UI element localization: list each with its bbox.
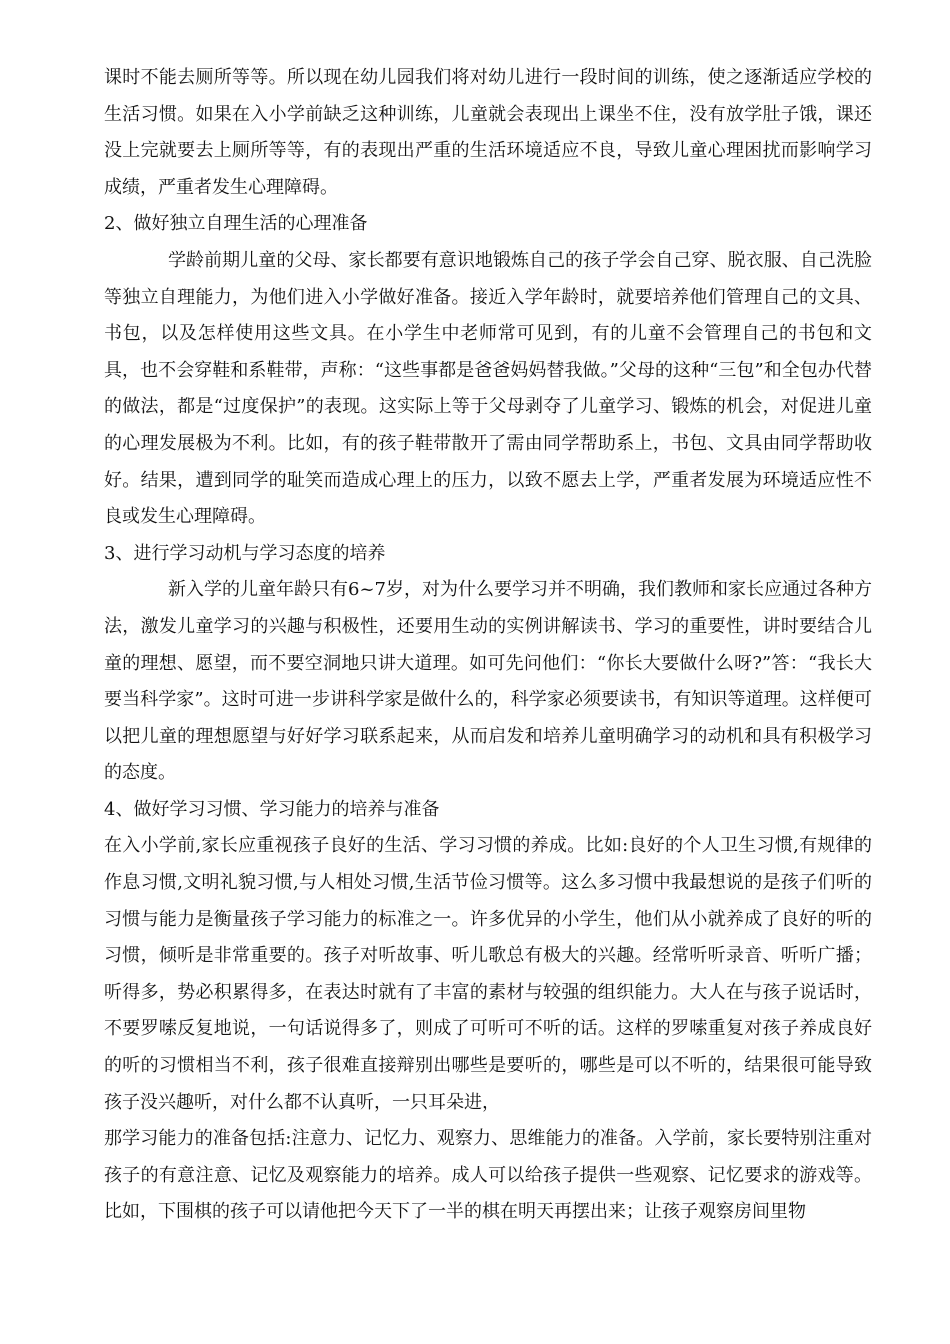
paragraph-learning-abilities: 那学习能力的准备包括:注意力、记忆力、观察力、思维能力的准备。入学前，家长要特别注重对孩子的有意注意、记忆及观察能力的培养。成人可以给孩子提供一些观察、记忆要求的游戏等。比如，下围棋的孩子可以请他把今天下了一半的棋在明天再摆出来；让孩子观察房间里物 xyxy=(104,1128,872,1223)
paragraph-independent-living: 学龄前期儿童的父母、家长都要有意识地锻炼自己的孩子学会自己穿、脱衣服、自己洗脸等独立自理能力，为他们进入小学做好准备。接近入学年龄时，就要培养他们管理自己的文具、书包，以及怎样使用这些文具。在小学生中老师常可见到，有的儿童不会管理自己的书包和文具，也不会穿鞋和系鞋带，声称：“这些事都是爸爸妈妈替我做。”父母的这种“三包”和全包办代替的做法，都是“过度保护”的表现。这实际上等于父母剥夺了儿童学习、锻炼的机会，对促进儿童的心理发展极为不利。比如，有的孩子鞋带散开了需由同学帮助系上，书包、文具由同学帮助收好。结果，遭到同学的耻笑而造成心理上的压力，以致不愿去上学，严重者发展为环境适应性不良或发生心理障碍。 xyxy=(104,249,872,528)
paragraph-school-habits: 课时不能去厕所等等。所以现在幼儿园我们将对幼儿进行一段时间的训练，使之逐渐适应学校的生活习惯。如果在入小学前缺乏这种训练，儿童就会表现出上课坐不住，没有放学肚子饿，课还没上完就要去上厕所等等，有的表现出严重的生活环境适应不良，导致儿童心理困扰而影响学习成绩，严重者发生心理障碍。 xyxy=(104,67,872,198)
document-page xyxy=(104,60,872,1231)
paragraph-learning-motivation: 新入学的儿童年龄只有6~7岁，对为什么要学习并不明确，我们教师和家长应通过各种方法，激发儿童学习的兴趣与积极性，还要用生动的实例讲解读书、学习的重要性，讲时要结合儿童的理想、愿望，而不要空洞地只讲大道理。如可先问他们：“你长大要做什么呀?”答：“我长大要当科学家”。这时可进一步讲科学家是做什么的，科学家必须要读书，有知识等道理。这样便可以把儿童的理想愿望与好好学习联系起来，从而启发和培养儿童明确学习的动机和具有积极学习的态度。 xyxy=(104,579,872,784)
heading-independent-living: 2、做好独立自理生活的心理准备 xyxy=(104,213,368,235)
paragraph-learning-habits: 在入小学前,家长应重视孩子良好的生活、学习习惯的养成。比如:良好的个人卫生习惯,有规律的作息习惯,文明礼貌习惯,与人相处习惯,生活节俭习惯等。这么多习惯中我最想说的是孩子们听的习惯与能力是衡量孩子学习能力的标准之一。许多优异的小学生，他们从小就养成了良好的听的习惯，倾听是非常重要的。孩子对听故事、听儿歌总有极大的兴趣。经常听听录音、听听广播；听得多，势必积累得多，在表达时就有了丰富的素材与较强的组织能力。大人在与孩子说话时，不要罗嗦反复地说，一句话说得多了，则成了可听可不听的话。这样的罗嗦重复对孩子养成良好的听的习惯相当不利，孩子很难直接辩别出哪些是要听的，哪些是可以不听的，结果很可能导致孩子没兴趣听，对什么都不认真听，一只耳朵进， xyxy=(104,835,872,1113)
heading-learning-habits: 4、做好学习习惯、学习能力的培养与准备 xyxy=(104,798,440,820)
heading-learning-motivation: 3、进行学习动机与学习态度的培养 xyxy=(104,542,386,564)
